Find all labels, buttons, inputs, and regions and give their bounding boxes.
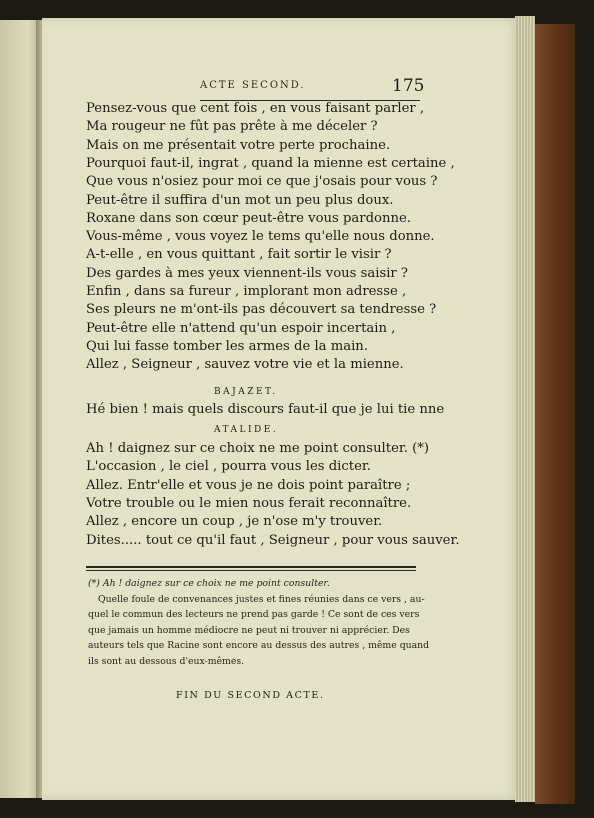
verse-line: Des gardes à mes yeux viennent-ils vous saisir ?: [86, 265, 408, 281]
verse-line: L'occasion , le ciel , pourra vous les dicter.: [86, 459, 371, 475]
end-of-act: FIN DU SECOND ACTE.: [176, 690, 325, 701]
footnote-heading: (*) Ah ! daignez sur ce choix ne me point consulter.: [88, 578, 330, 589]
verse-line: Allez , encore un coup , je n'ose m'y trouver.: [86, 514, 383, 530]
footnote-line: quel le commun des lecteurs ne prend pas garde ! Ce sont de ces vers: [88, 609, 420, 621]
verse-line: Allez. Entr'elle et vous je ne dois point paraître ;: [86, 477, 411, 493]
verse-line: Peut-être il suffira d'un mot un peu plus doux.: [86, 192, 394, 208]
footnote-line: auteurs tels que Racine sont encore au dessus des autres , même quand: [88, 640, 430, 652]
verse-line: Pensez-vous que cent fois , en vous faisant parler ,: [86, 101, 425, 116]
running-header: [200, 80, 420, 101]
verse-line: Ah ! daignez sur ce choix ne me point consulter. (*): [86, 441, 430, 456]
book-cover-edge: [535, 24, 575, 804]
verse-line: Dites..... tout ce qu'il faut , Seigneur , pour vous sauver.: [86, 532, 460, 548]
verse-line: Ses pleurs ne m'ont-ils pas découvert sa tendresse ?: [86, 302, 437, 318]
footnote-line: ils sont au dessous d'eux-mêmes.: [88, 655, 245, 667]
footnote-line: que jamais un homme médiocre ne peut ni trouver ni apprécier. Des: [88, 624, 410, 636]
section-rule-thin: [86, 570, 416, 571]
verse-line: A-t-elle , en vous quittant , fait sortir le visir ?: [86, 247, 392, 263]
section-rule: [86, 566, 416, 568]
verse-line: Hé bien ! mais quels discours faut-il que je lui tie nne: [86, 402, 445, 417]
verse-line: Ma rougeur ne fût pas prête à me déceler ?: [86, 119, 378, 135]
verse-line: Enfin , dans sa fureur , implorant mon adresse ,: [86, 284, 407, 299]
verse-line: Qui lui fasse tomber les armes de la main.: [86, 338, 368, 354]
verse-line: Que vous n'osiez pour moi ce que j'osais pour vous ?: [86, 174, 438, 190]
left-page-edge: [0, 20, 40, 798]
verse-line: Peut-être elle n'attend qu'un espoir incertain ,: [86, 320, 396, 336]
footnote-body: [88, 592, 430, 670]
verse-line: Votre trouble ou le mien nous ferait reconnaître.: [86, 495, 412, 511]
verse-line: Vous-même , vous voyez le tems qu'elle nous donne.: [86, 229, 435, 245]
running-title: ACTE SECOND.: [200, 80, 306, 91]
speaker-atalide: ATALIDE.: [214, 425, 279, 435]
page-edges: [515, 16, 535, 802]
verse-line: Allez , Seigneur , sauvez votre vie et la mienne.: [86, 357, 404, 373]
verse-line: Mais on me présentait votre perte prochaine.: [86, 137, 391, 153]
verse-line: Pourquoi faut-il, ingrat , quand la mienne est certaine ,: [86, 155, 455, 171]
speaker-bajazet: BAJAZET.: [214, 387, 278, 397]
footnote-line: Quelle foule de convenances justes et fines réunies dans ce vers , au-: [98, 593, 425, 605]
footnote: [88, 576, 430, 670]
page-number: 175: [392, 76, 425, 96]
verse-line: Roxane dans son cœur peut-être vous pardonne.: [86, 210, 411, 226]
